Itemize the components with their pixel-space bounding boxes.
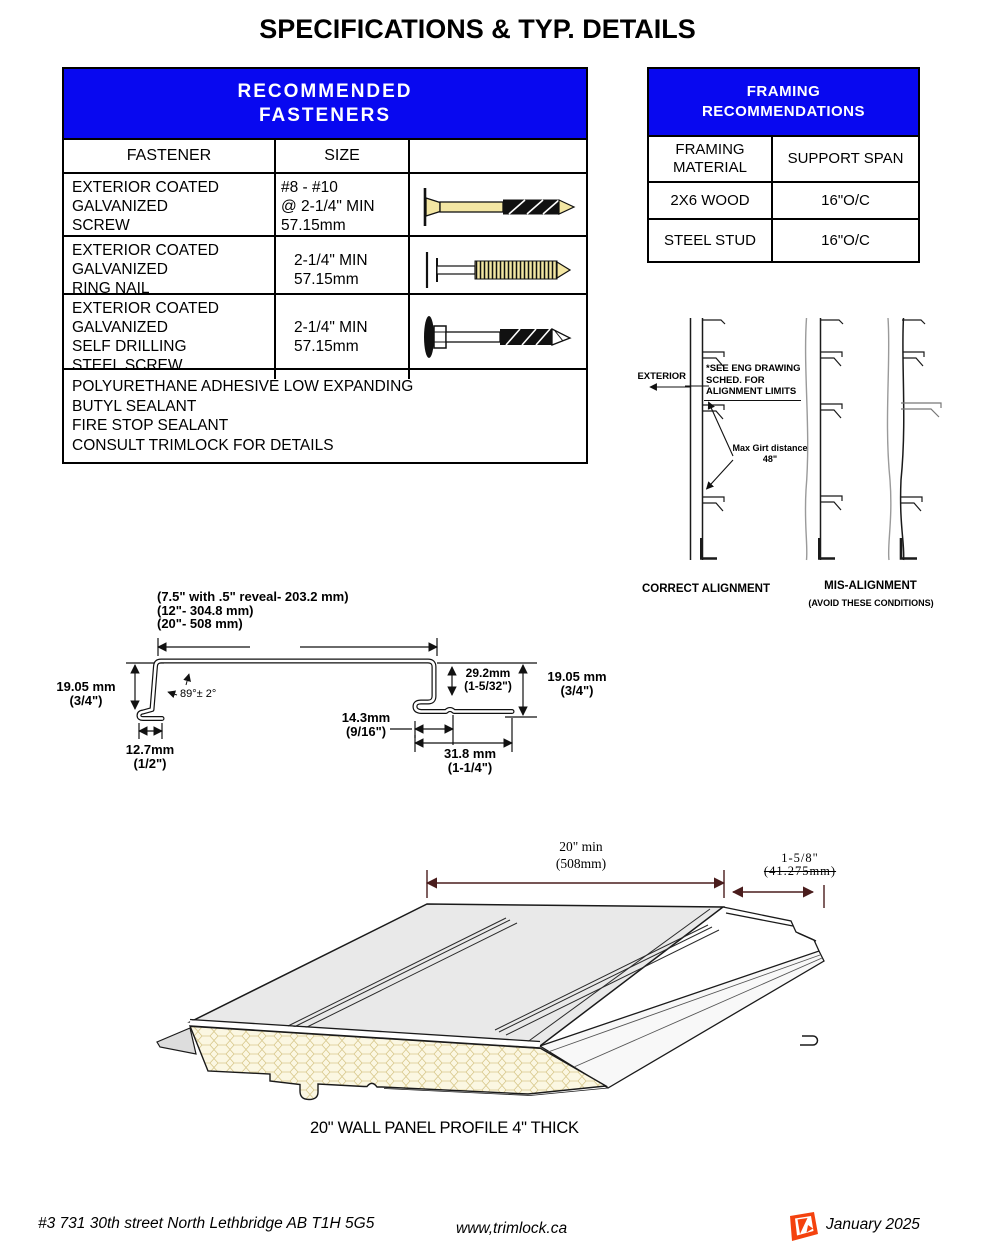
fasteners-header-row bbox=[64, 140, 586, 174]
misaligned-wall-section-1 bbox=[805, 318, 843, 560]
wall-panel-3d-drawing bbox=[150, 820, 862, 1150]
table-row bbox=[64, 237, 586, 295]
fasteners-notes: POLYURETHANE ADHESIVE LOW EXPANDING BUTYL SEALANT FIRE STOP SEALANT CONSULT TRIMLOCK FOR DETAILS bbox=[72, 378, 414, 454]
framing-header-row bbox=[649, 137, 918, 183]
fasteners-table-title bbox=[64, 69, 586, 140]
fastener-image-cell bbox=[410, 295, 586, 379]
page-title: SPECIFICATIONS & TYP. DETAILS bbox=[259, 14, 696, 44]
recommended-fasteners-table bbox=[62, 67, 588, 464]
fastener-image-cell bbox=[410, 237, 586, 302]
mis-alignment-caption: MIS-ALIGNMENT bbox=[824, 580, 917, 592]
fastener-image-cell bbox=[410, 174, 586, 239]
framing-material: STEEL STUD bbox=[649, 220, 773, 261]
lock-channel-hook bbox=[800, 1036, 818, 1045]
support-span: 16"O/C bbox=[821, 191, 870, 209]
footer-date: January 2025 bbox=[826, 1216, 920, 1233]
flange-width-dim: 31.8 mm (1-1/4") bbox=[443, 746, 497, 775]
fastener-name: EXTERIOR COATED GALVANIZED SCREW bbox=[64, 174, 276, 239]
mis-alignment-subcaption: (AVOID THESE CONDITIONS) bbox=[808, 598, 934, 608]
hex-washer-self-drilling-screw-icon bbox=[415, 311, 581, 363]
col-header-image bbox=[410, 140, 586, 172]
trimlock-logo-icon bbox=[784, 1210, 820, 1243]
tongue-width-dimension: 1-5/8" (41.275mm) bbox=[763, 851, 837, 878]
framing-title-line1: FRAMING bbox=[746, 83, 821, 100]
correct-wall-section bbox=[691, 318, 726, 560]
misaligned-wall-section-2 bbox=[887, 318, 941, 560]
footer-website: www,trimlock.ca bbox=[456, 1220, 568, 1237]
framing-table-title bbox=[649, 69, 918, 137]
footer-address: #3 731 30th street North Lethbridge AB T1H 5G5 bbox=[38, 1215, 375, 1232]
exterior-label: EXTERIOR bbox=[637, 371, 686, 382]
hook-width-dim: 12.7mm (1/2") bbox=[125, 742, 175, 771]
fasteners-title-line1: RECOMMENDED bbox=[237, 80, 413, 102]
girt-alignment-diagram bbox=[600, 300, 1000, 618]
fastener-size: #8 - #10 @ 2-1/4" MIN 57.15mm bbox=[276, 174, 410, 239]
support-span: 16"O/C bbox=[821, 231, 870, 249]
col-header-size: SIZE bbox=[276, 140, 410, 172]
table-row bbox=[649, 220, 918, 261]
fasteners-title-line2: FASTENERS bbox=[258, 104, 392, 126]
framing-title-line2: RECOMMENDATIONS bbox=[701, 103, 866, 120]
ring-nail-icon bbox=[415, 244, 581, 296]
right-height-dim: 19.05 mm (3/4") bbox=[547, 669, 607, 698]
panel-tongue-steps bbox=[723, 907, 819, 951]
max-girt-label: Max Girt distance 48" bbox=[732, 443, 808, 464]
panel-width-options: (7.5" with .5" reveal- 203.2 mm) (12"- 304.8 mm) (20"- 508 mm) bbox=[157, 589, 349, 631]
col-header-framing-material: FRAMING MATERIAL bbox=[649, 137, 773, 181]
correct-alignment-caption: CORRECT ALIGNMENT bbox=[642, 583, 770, 595]
panel-drip-edge bbox=[157, 1028, 196, 1054]
fastener-size: 2-1/4" MIN 57.15mm bbox=[276, 237, 410, 302]
eng-drawing-note: *SEE ENG DRAWING SCHED. FOR ALIGNMENT LIMITS bbox=[706, 363, 801, 397]
table-row bbox=[64, 174, 586, 237]
framing-material: 2X6 WOOD bbox=[649, 183, 773, 218]
panel-profile-drawing bbox=[40, 585, 645, 797]
lock-width-dim: 14.3mm (9/16") bbox=[341, 710, 391, 739]
col-header-fastener: FASTENER bbox=[64, 140, 276, 172]
panel-width-dimension: 20" min (508mm) bbox=[555, 839, 607, 871]
panel-caption: 20" WALL PANEL PROFILE 4" THICK bbox=[310, 1119, 579, 1137]
bend-angle-dim: 89°± 2° bbox=[180, 688, 217, 700]
table-row bbox=[649, 183, 918, 220]
left-height-dim: 19.05 mm (3/4") bbox=[56, 679, 116, 708]
step-height-dim: 29.2mm (1-5/32") bbox=[464, 666, 512, 693]
framing-recommendations-table bbox=[647, 67, 920, 263]
flat-head-screw-icon bbox=[415, 181, 581, 233]
fastener-size: 2-1/4" MIN 57.15mm bbox=[276, 295, 410, 379]
annotation-leaders bbox=[650, 386, 801, 489]
col-header-support-span: SUPPORT SPAN bbox=[787, 150, 904, 167]
table-row bbox=[64, 295, 586, 374]
fastener-name: EXTERIOR COATED GALVANIZED RING NAIL bbox=[64, 237, 276, 302]
fastener-name: EXTERIOR COATED GALVANIZED SELF DRILLING STEEL SCREW bbox=[64, 295, 276, 379]
